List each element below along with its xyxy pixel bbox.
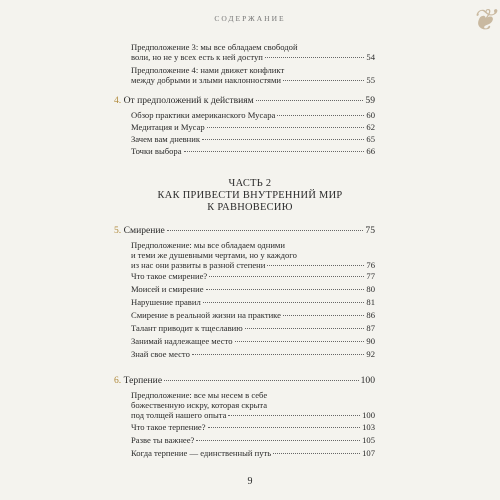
leader-dots bbox=[208, 427, 361, 428]
ornament-glyph: ❦ bbox=[470, 4, 496, 37]
page-number: 92 bbox=[366, 349, 375, 359]
toc-entry bbox=[131, 448, 375, 458]
entry-line: Предположение 4: нами движет конфликт bbox=[131, 65, 285, 75]
entry-line: Разве ты важнее? bbox=[131, 435, 195, 445]
toc-entry bbox=[131, 122, 375, 132]
chapter-entry bbox=[114, 226, 375, 236]
leader-dots bbox=[206, 289, 365, 290]
entry-line: Предположение: все мы несем в себе bbox=[131, 390, 268, 400]
leader-dots bbox=[267, 265, 364, 266]
page-number: 76 bbox=[366, 260, 375, 270]
chapter-number: 4. bbox=[114, 95, 122, 106]
entry-line: под толщей нашего опыта bbox=[131, 410, 227, 420]
entry-line: Нарушение правил bbox=[131, 297, 201, 307]
page-number: 81 bbox=[366, 297, 375, 307]
toc-entry bbox=[131, 435, 375, 445]
page-number: 100 bbox=[362, 410, 375, 420]
entry-line: Знай свое место bbox=[131, 349, 190, 359]
page-number: 100 bbox=[360, 375, 375, 386]
page-number: 66 bbox=[366, 146, 375, 156]
leader-dots bbox=[228, 415, 360, 416]
leader-dots bbox=[192, 354, 365, 355]
entry-line: из нас они развиты в разной степени bbox=[131, 260, 266, 270]
entry-line: Точки выбора bbox=[131, 146, 182, 156]
toc-entry bbox=[131, 240, 375, 270]
entry-line: Предположение 3: мы все обладаем свободой bbox=[131, 42, 298, 52]
page-number: 107 bbox=[362, 448, 375, 458]
page-number: 86 bbox=[366, 310, 375, 320]
entry-line: Занимай надлежащее место bbox=[131, 336, 233, 346]
leader-dots bbox=[196, 440, 360, 441]
chapter-number: 5. bbox=[114, 225, 122, 236]
toc-entry bbox=[131, 42, 375, 62]
toc-entry bbox=[131, 134, 375, 144]
entry-line: Когда терпение — единственный путь bbox=[131, 448, 272, 458]
part-title-line: К РАВНОВЕСИЮ bbox=[207, 202, 293, 213]
page-number: 59 bbox=[365, 95, 375, 106]
toc-entry bbox=[131, 271, 375, 281]
leader-dots bbox=[203, 302, 365, 303]
entry-line: Предположение: мы все обладаем одними bbox=[131, 240, 285, 250]
entry-line: Что такое терпение? bbox=[131, 422, 206, 432]
leader-dots bbox=[245, 328, 365, 329]
leader-dots bbox=[273, 453, 360, 454]
leader-dots bbox=[209, 276, 364, 277]
entry-line: воли, но не у всех есть к ней доступ bbox=[131, 52, 263, 62]
leader-dots bbox=[184, 151, 365, 152]
toc-entry bbox=[131, 146, 375, 156]
page-number: 103 bbox=[362, 422, 375, 432]
chapter-entry bbox=[114, 376, 375, 386]
toc-entry bbox=[131, 422, 375, 432]
page-number: 60 bbox=[366, 110, 375, 120]
entry-line: Моисей и смирение bbox=[131, 284, 204, 294]
page-number: 54 bbox=[366, 52, 375, 62]
toc-entry bbox=[131, 323, 375, 333]
page-number: 105 bbox=[362, 435, 375, 445]
chapter-number: 6. bbox=[114, 375, 122, 386]
leader-dots bbox=[207, 127, 365, 128]
page-folio: 9 bbox=[247, 476, 253, 487]
entry-line: между добрыми и злыми наклонностями bbox=[131, 75, 282, 85]
page-number: 80 bbox=[366, 284, 375, 294]
toc-entry bbox=[131, 110, 375, 120]
chapter-title: От предположений к действиям bbox=[123, 95, 254, 106]
leader-dots bbox=[277, 115, 364, 116]
chapter-title: Смирение bbox=[123, 225, 165, 236]
page-number: 87 bbox=[366, 323, 375, 333]
toc-entry bbox=[131, 349, 375, 359]
toc-entry bbox=[131, 284, 375, 294]
page-number: 77 bbox=[366, 271, 375, 281]
entry-line: Что такое смирение? bbox=[131, 271, 208, 281]
toc-entry bbox=[131, 297, 375, 307]
entry-line: Зачем вам дневник bbox=[131, 134, 201, 144]
entry-line: Медитация и Мусар bbox=[131, 122, 205, 132]
entry-line: божественную искру, которая скрыта bbox=[131, 400, 268, 410]
toc-entry bbox=[131, 65, 375, 85]
part-title-line: КАК ПРИВЕСТИ ВНУТРЕННИЙ МИР bbox=[157, 190, 343, 201]
part-label: ЧАСТЬ 2 bbox=[228, 178, 272, 189]
leader-dots bbox=[167, 230, 364, 231]
chapter-title: Терпение bbox=[123, 375, 163, 386]
entry-line: Смирение в реальной жизни на практике bbox=[131, 310, 281, 320]
entry-line: и теми же душевными чертами, но у каждого bbox=[131, 250, 297, 260]
entry-line: Обзор практики американского Мусара bbox=[131, 110, 276, 120]
chapter-entry bbox=[114, 96, 375, 106]
toc-entry bbox=[131, 310, 375, 320]
leader-dots bbox=[202, 139, 364, 140]
corner-ornament bbox=[470, 0, 500, 40]
page-number: 75 bbox=[365, 225, 375, 236]
toc-entry bbox=[131, 336, 375, 346]
page-number: 65 bbox=[366, 134, 375, 144]
page-number: 90 bbox=[366, 336, 375, 346]
leader-dots bbox=[265, 57, 365, 58]
running-head: СОДЕРЖАНИЕ bbox=[214, 14, 286, 23]
page-number: 62 bbox=[366, 122, 375, 132]
leader-dots bbox=[164, 380, 359, 381]
leader-dots bbox=[256, 100, 364, 101]
leader-dots bbox=[235, 341, 365, 342]
entry-line: Талант приводит к тщеславию bbox=[131, 323, 243, 333]
page-number: 55 bbox=[366, 75, 375, 85]
leader-dots bbox=[283, 80, 364, 81]
toc-entry bbox=[131, 390, 375, 420]
leader-dots bbox=[283, 315, 364, 316]
